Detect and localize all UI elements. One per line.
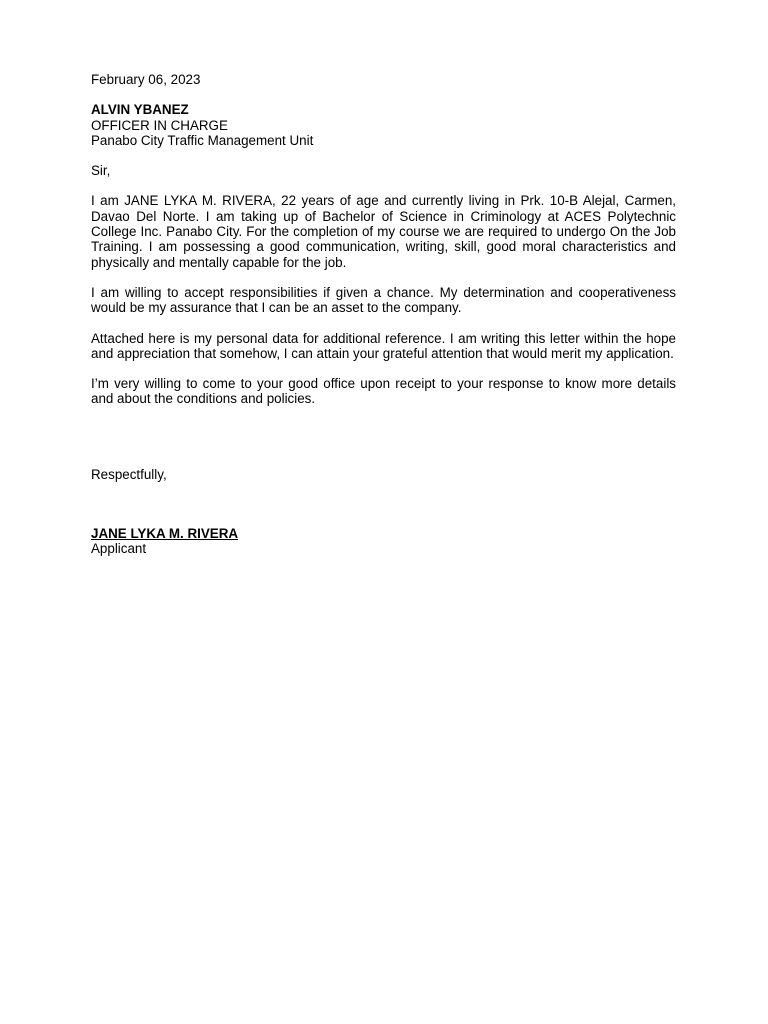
- letter-date: February 06, 2023: [91, 72, 201, 87]
- body-paragraph: I’m very willing to come to your good office upon receipt to your response to know more details and about the conditions and policies.: [91, 376, 676, 407]
- recipient-organization: Panabo City Traffic Management Unit: [91, 132, 314, 148]
- body-paragraph: Attached here is my personal data for additional reference. I am writing this letter within the hope and appreciation that somehow, I can attain your grateful attention that would merit my application.: [91, 330, 676, 361]
- signer-name: JANE LYKA M. RIVERA: [91, 526, 239, 542]
- salutation: Sir,: [91, 163, 111, 179]
- signer-role: Applicant: [91, 541, 147, 557]
- recipient-block: [91, 102, 676, 148]
- recipient-name: ALVIN YBANEZ: [91, 102, 189, 118]
- recipient-title: OFFICER IN CHARGE: [91, 117, 228, 133]
- body-paragraph: I am willing to accept responsibilities if given a chance. My determination and cooperativeness would be my assurance that I can be an asset to the company.: [91, 284, 676, 316]
- closing: Respectfully,: [91, 466, 167, 482]
- application-letter: [91, 72, 676, 557]
- signature-block: [91, 526, 676, 557]
- body-paragraph: I am JANE LYKA M. RIVERA, 22 years of age and currently living in Prk. 10-B Alejal, Carmen, Davao Del Norte. I am taking up of Bachelor of Science in Criminology at ACES Polytechnic College Inc. Panabo City. For the completion of my course we are required to undergo On the Job Training. I am possessing a good communication, writing, skill, good moral characteristics and physically and mentally capable for the job.: [91, 193, 676, 270]
- letter-body: [91, 193, 676, 406]
